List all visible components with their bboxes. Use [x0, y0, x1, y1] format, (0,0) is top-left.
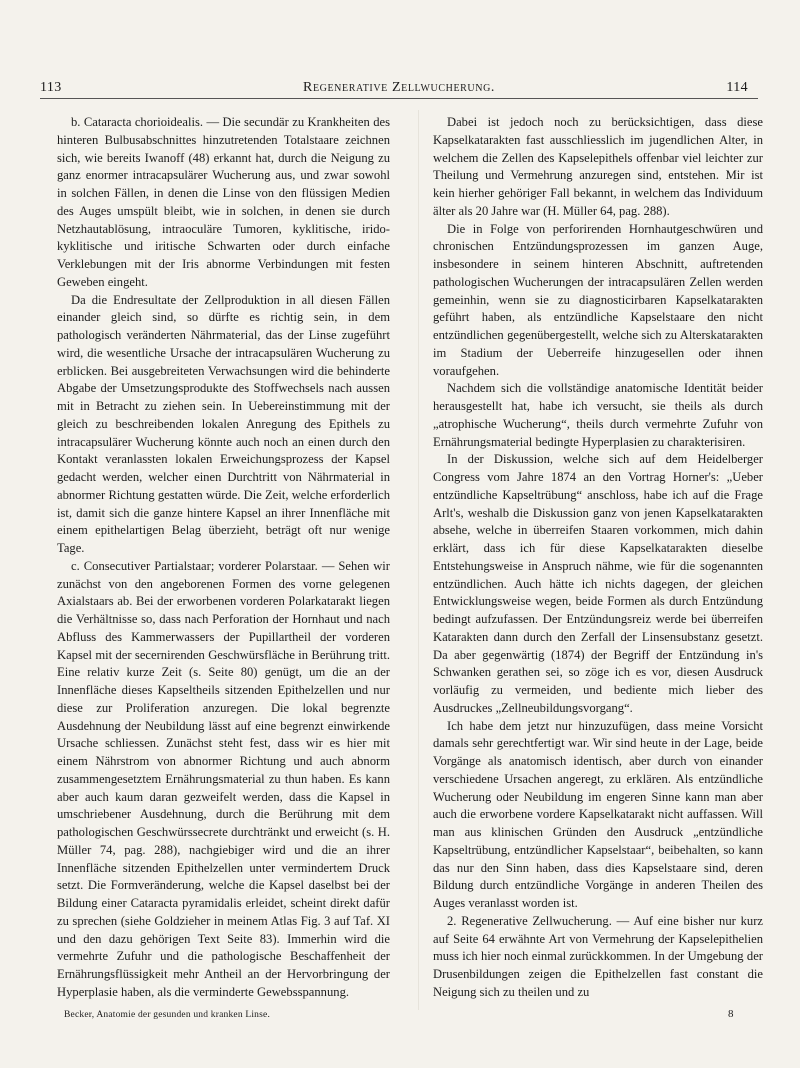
paragraph: b. Cataracta chorioidealis. — Die secundär zu Krankheiten des hinteren Bulbusabschnittes hinzutretenden Totalstaare zeichnen sich, wie bereits Iwanoff (48) erkannt hat, durch die Neigung zu ganz enormer intracapsulärer Wucherung aus, und zwar sowohl in solchen Fällen, in denen die Linse von den flüssigen Medien des Auges umspült bleibt, wie in solchen, in denen sie durch Netzhautablösung, intraoculäre Tumoren, kyklitische, irido-kyklitische und iritische Schwarten oder durch einfache Verklebungen mit der Iris abnorme Verbindungen mit festen Geweben eingeht.	[57, 115, 390, 289]
running-header	[34, 78, 764, 98]
paragraph: Die in Folge von perforirenden Hornhautgeschwüren und chronischen Entzündungsprozessen im ganzen Auge, insbesondere in seinem hinteren Abschnitt, auftretenden pathologischen Wucherungen der intracapsulären Zellen werden gemeinhin, wenn sie zu diagnosticirbaren Kapselkatarakten geführt haben, als entzündliche Kapselstaare den nicht entzündlichen gegenübergestellt, welche sich zu Alterskatarakten im Stadium der Ueberreife hinzugesellen oder ihnen voraufgehen.	[433, 221, 763, 378]
right-column	[433, 114, 763, 1002]
paragraph: Da die Endresultate der Zellproduktion in all diesen Fällen einander gleich sind, so dürfte es richtig sein, in dem pathologisch veränderten Nährmaterial, das der Linse zugeführt wird, die wesentliche Ursache der intracapsulären Wucherung zu erblicken. Bei ausgebreiteten Verwachsungen wird die behinderte Abgabe der Umsetzungsprodukte des Stoffwechsels nach aussen mit in Betracht zu ziehen sein. In Uebereinstimmung mit der gleich zu beschreibenden lokalen Anregung des Epithels zu intracapsulärer Wucherung könnte auch noch an einen durch den Kontakt veranlassten lokalen Erweichungsprozess der Kapsel gedacht werden, welcher einen Durchtritt von Nährmaterial in abnormer Richtung gestatten würde. Die Zeit, welche erforderlich ist, damit sich die ganze hintere Kapsel an ihrer Innenfläche mit einem epithelartigen Belag überzieht, beträgt oft nur wenige Tage.	[57, 292, 390, 555]
paragraph: 2. Regenerative Zellwucherung. — Auf eine bisher nur kurz auf Seite 64 erwähnte Art von Vermehrung der Kapselepithelien muss ich hier noch einmal zurückkommen. In der Umgebung der Drusenbildungen zeigen die Epithelzellen fast constant die Neigung sich zu theilen und zu	[433, 913, 763, 999]
left-column	[57, 114, 390, 1002]
header-rule	[40, 98, 758, 99]
footer-signature: Becker, Anatomie der gesunden und kranken Linse.	[64, 1010, 271, 1020]
page-number-right: 114	[726, 80, 748, 95]
paragraph: Ich habe dem jetzt nur hinzuzufügen, dass meine Vorsicht damals sehr gerechtfertigt war. Wir sind heute in der Lage, beide Vorgänge als anatomisch identisch, aber durch von einander verschiedene Ursachen angeregt, zu erklären. Als entzündliche Wucherung oder Neubildung im engeren Sinne kann man aber auch die erworbene vordere Kapselkatarakt nicht auffassen. Will man aus klinischen Gründen den Ausdruck „entzündliche Kapseltrübung, entzündlicher Kapselstaar“, beibehalten, so kann das nur den Sinn haben, dass dies Kapselstaare sind, deren Bildung durch entzündliche Vorgänge in anderen Theilen des Auges veranlasst worden ist.	[433, 718, 763, 910]
paragraph: Nachdem sich die vollständige anatomische Identität beider herausgestellt hat, habe ich versucht, sie theils als durch „atrophische Wucherung“, theils durch vermehrte Zufuhr von Ernährungsmaterial bedingte Hyperplasien zu charakterisiren.	[433, 381, 763, 449]
signature-mark: 8	[728, 1008, 734, 1020]
page-number-left: 113	[40, 80, 62, 95]
column-gutter	[418, 110, 419, 1010]
paragraph: Dabei ist jedoch noch zu berücksichtigen, dass diese Kapselkatarakten fast ausschliesslich im jugendlichen Alter, in welchem die Zellen des Kapselepithels offenbar viel leichter zur Theilung und Vermehrung anzuregen sind, entstehen. Mir ist kein hierher gehöriger Fall bekannt, in welchem das Individuum älter als 20 Jahre war (H. Müller 64, pag. 288).	[433, 115, 763, 218]
running-title: Regenerative Zellwucherung.	[303, 80, 495, 95]
paragraph: c. Consecutiver Partialstaar; vorderer Polarstaar. — Sehen wir zunächst von den angeborenen Formen des vorne gelegenen Axialstaars ab. Bei der erworbenen vorderen Polarkatarakt liegen die Verhältnisse so, dass nach Perforation der Hornhaut und nach Abfluss des Kammerwassers der Pupillartheil der vorderen Kapsel mit der secernirenden Geschwürsfläche in Berührung tritt. Eine relativ kurze Zeit (s. Seite 80) genügt, um die an der Innenfläche dieses Kapseltheils sitzenden Epithelzellen und nur diese zur Proliferation anzuregen. Die lokal begrenzte Ausdehnung der Neubildung lässt auf eine begrenzt einwirkende Ursache schliessen. Zunächst steht fest, dass wir es hier mit einem Nährstrom von abnormer Richtung und auch abnorm zusammengesetztem Ernährungsmaterial zu thun haben. Es kann aber auch kaum daran gezweifelt werden, dass die Kapsel in umschriebener Ausdehnung, durch die Berührung mit dem pathologischen Geschwürssecrete durchtränkt und erweicht (s. H. Müller 74, pag. 288), nachgiebiger wird und die an ihrer Innenfläche sitzenden Epithelzellen unter vermindertem Druck setzt. Die Formveränderung, welche die Kapsel daselbst bei der Bildung einer Cataracta pyramidalis erleidet, scheint direkt dafür zu sprechen (siehe Goldzieher in meinem Atlas Fig. 3 auf Taf. XI und den dazu gehörigen Text Seite 83). Immerhin wird die vermehrte Zufuhr und die pathologische Beschaffenheit der Ernährungsflüssigkeit mehr Antheil an der Hervorbringung der Hyperplasie haben, als die verminderte Gewebsspannung.	[57, 558, 390, 999]
paragraph: In der Diskussion, welche sich auf dem Heidelberger Congress vom Jahre 1874 an den Vortrag Horner's: „Ueber entzündliche Kapseltrübung“ anschloss, habe ich auf die Frage Arlt's, weshalb die Diskussion ganz von jenen Kapselkatarakten absehe, welche in überreifen Staaren vorkommen, mich dahin erklärt, dass ich für diese Kapselkatarakten dieselbe Entstehungsweise in Anspruch nähme, wie für die sogenannten entzündlichen. Auch hätte ich nichts dagegen, der gleichen Entwicklungsweise wegen, beide Formen als durch Entzündung bedingt aufzufassen. Der Entzündungsreiz werde bei überreifen Katarakten dann durch den Zerfall der Linsensubstanz gesetzt. Da aber gegenwärtig (1874) der Begriff der Entzündung in's Schwanken gerathen sei, so zöge ich es vor, diesen Ausdruck vorläufig zu vermeiden, und bediente mich lieber des Ausdruckes „Zellneubildungsvorgang“.	[433, 452, 763, 715]
